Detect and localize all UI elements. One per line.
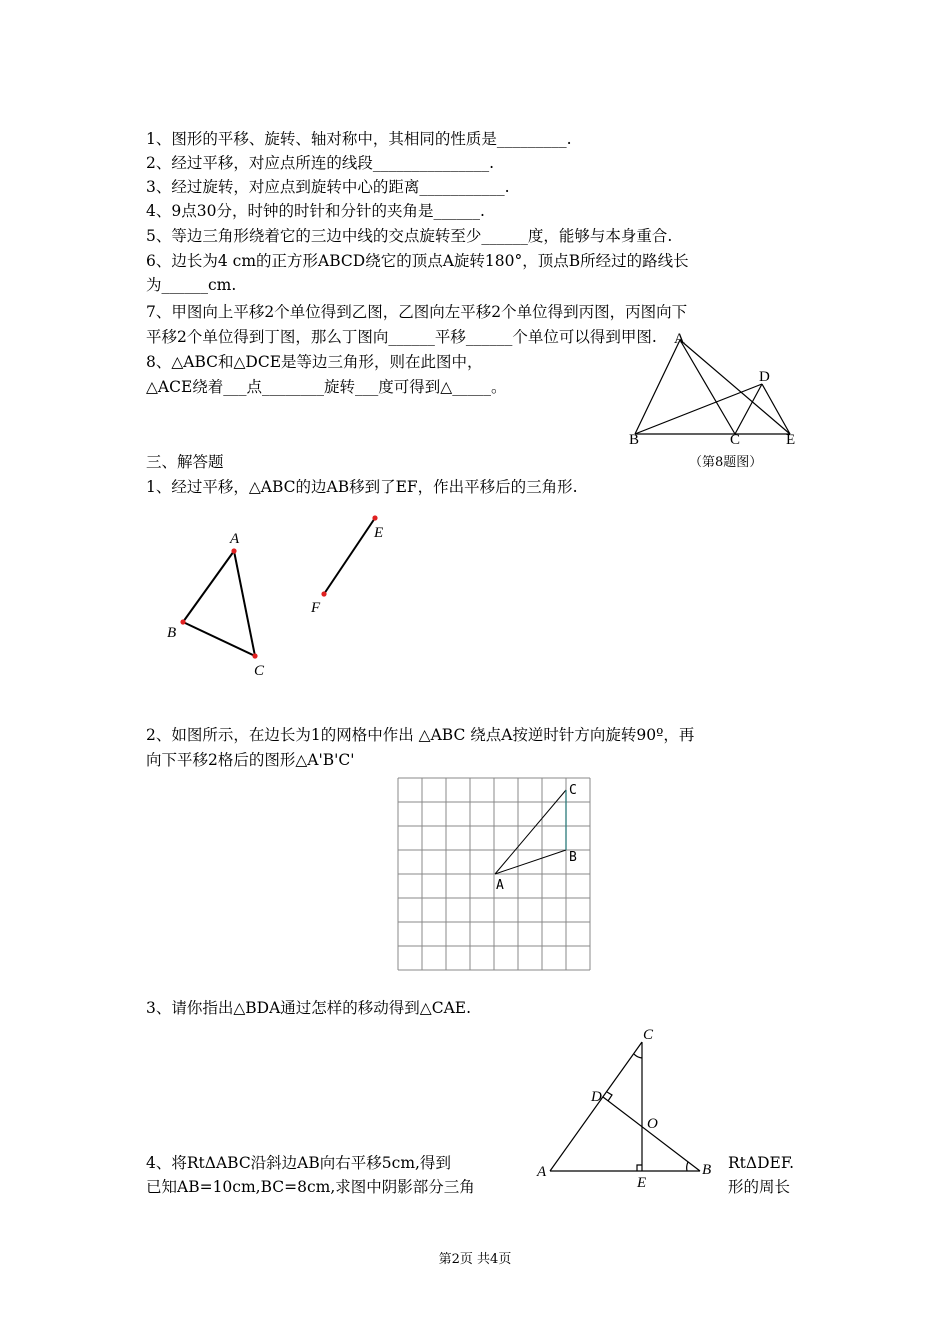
p3-right-angle-e [637, 1165, 642, 1171]
question-7-line-1: 7、甲图向上平移2个单位得到乙图，乙图向左平移2个单位得到丙图，丙图向下 [146, 303, 688, 321]
p3-label-e: E [637, 1175, 647, 1191]
p1-point-e [372, 515, 377, 520]
problem-3: 3、请你指出△BDA通过怎样的移动得到△CAE. [146, 999, 472, 1017]
figure-problem-2-grid [390, 770, 600, 975]
question-6-line-1: 6、边长为4 cm的正方形ABCD绕它的顶点A旋转180°，顶点B所经过的路线长 [146, 252, 689, 270]
question-2: 2、经过平移，对应点所连的线段_______________. [146, 154, 495, 172]
p1-label-b: B [167, 625, 177, 641]
fig8-label-e: E [786, 432, 796, 448]
grid-edge-ac [495, 790, 566, 874]
problem-4-line-2-end: 形的周长 [728, 1178, 791, 1196]
p1-segment-ef [324, 518, 375, 594]
fig8-label-d: D [759, 369, 770, 385]
question-6-line-2: 为______cm. [146, 276, 237, 294]
fig8-edge-ab [635, 340, 680, 434]
p3-label-d: D [591, 1089, 602, 1105]
problem-4-line-1: 4、将RtΔABC沿斜边AB向右平移5cm,得到 [146, 1154, 451, 1172]
p1-point-c [252, 653, 257, 658]
grid-label-c: C [569, 783, 577, 798]
p1-label-e: E [374, 525, 384, 541]
problem-1: 1、经过平移，△ABC的边AB移到了EF，作出平移后的三角形. [146, 478, 578, 496]
question-4: 4、9点30分，时钟的时针和分针的夹角是______. [146, 202, 485, 220]
p3-edge-db [603, 1097, 700, 1171]
p3-label-o: O [647, 1116, 658, 1132]
p3-right-angle-d [607, 1092, 612, 1101]
problem-4-line-2: 已知AB=10cm,BC=8cm,求图中阴影部分三角 [146, 1178, 475, 1196]
question-3: 3、经过旋转，对应点到旋转中心的距离___________. [146, 178, 510, 196]
p3-edge-ac [550, 1042, 642, 1171]
grid-lines [398, 778, 590, 970]
p3-label-c: C [643, 1027, 654, 1043]
p3-angle-mark-c [634, 1054, 642, 1058]
p1-point-f [321, 591, 326, 596]
fig8-edge-de [762, 384, 790, 434]
problem-2-line-2: 向下平移2格后的图形△A'B'C' [146, 751, 355, 769]
p1-edge-ab [183, 551, 234, 622]
p1-edge-bc [183, 622, 255, 656]
p3-label-a: A [537, 1164, 547, 1180]
p1-point-b [180, 619, 185, 624]
problem-4-line-1-end: RtΔDEF. [728, 1154, 795, 1172]
fig8-label-c: C [730, 432, 741, 448]
figure-problem-1 [150, 505, 410, 690]
question-5: 5、等边三角形绕着它的三边中线的交点旋转至少______度，能够与本身重合. [146, 227, 673, 245]
p3-angle-mark-b [687, 1162, 688, 1171]
page-footer: 第2页 共4页 [438, 1252, 512, 1267]
problem-2-line-1: 2、如图所示，在边长为1的网格中作出 △ABC 绕点A按逆时针方向旋转90º，再 [146, 726, 695, 744]
section-3-heading: 三、解答题 [146, 453, 224, 471]
fig8-edge-ac [680, 340, 735, 434]
grid-label-b: B [569, 850, 577, 865]
p1-point-a [231, 548, 236, 553]
fig8-label-b: B [629, 432, 640, 448]
p1-label-c: C [254, 663, 265, 679]
p1-label-f: F [311, 600, 321, 616]
figure-problem-3 [530, 1020, 730, 1195]
question-1: 1、图形的平移、旋转、轴对称中，其相同的性质是_________. [146, 130, 572, 148]
grid-label-a: A [496, 878, 504, 893]
fig8-label-a: A [674, 331, 685, 347]
p1-label-a: A [230, 531, 240, 547]
figure-q8 [620, 330, 820, 475]
p3-label-b: B [702, 1162, 712, 1178]
question-7-line-2: 平移2个单位得到丁图，那么丁图向______平移______个单位可以得到甲图. [146, 328, 657, 346]
fig8-edge-dc [735, 384, 762, 434]
fig8-edge-bd [635, 384, 762, 434]
fig8-edge-ae [680, 340, 790, 434]
p1-edge-ac [234, 551, 255, 656]
fig8-caption: （第8题图） [689, 455, 763, 470]
question-8-line-2: △ACE绕着___点________旋转___度可得到△_____。 [146, 378, 507, 396]
question-8-line-1: 8、△ABC和△DCE是等边三角形，则在此图中， [146, 353, 483, 371]
